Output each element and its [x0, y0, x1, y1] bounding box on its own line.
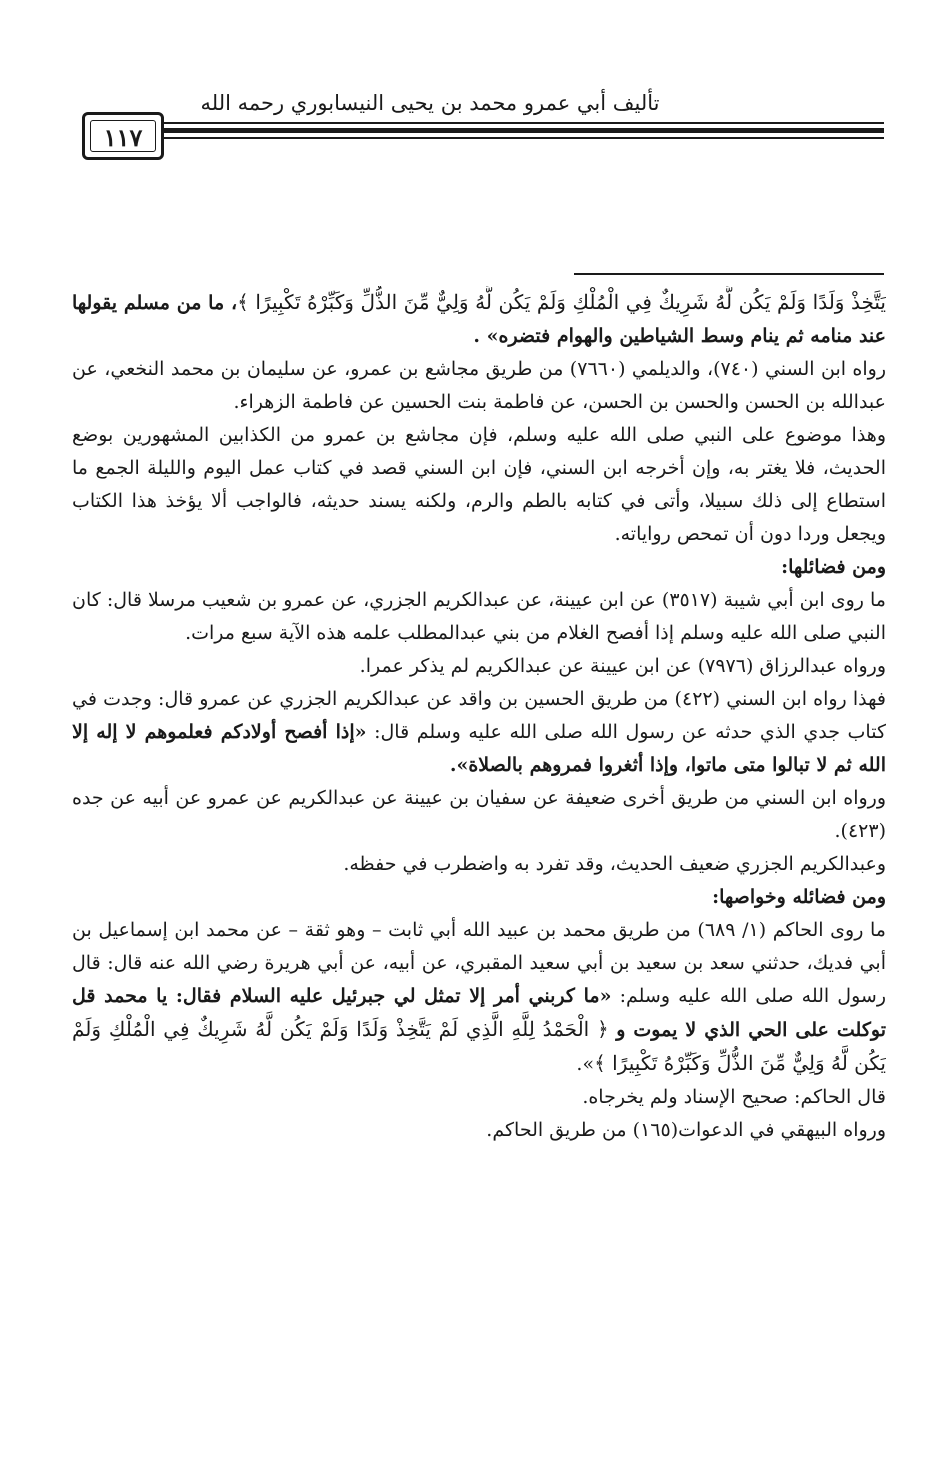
paragraph-5: ورواه عبدالرزاق (٧٩٧٦) عن ابن عيينة عن عبدالكريم لم يذكر عمرا. [359, 655, 886, 677]
paragraph-9 [72, 914, 886, 1081]
paragraph-6 [72, 683, 886, 782]
hadith-end: ». [576, 1053, 595, 1075]
main-text [72, 286, 886, 1446]
paragraph-1 [72, 286, 886, 353]
page-number-box [82, 112, 164, 160]
header-rule-bottom [162, 137, 884, 139]
paragraph-11: ورواه البيهقي في الدعوات(١٦٥) من طريق الحاكم. [486, 1119, 886, 1141]
paragraph-6-text: فهذا رواه ابن السني (٤٢٢) من طريق الحسين بن واقد عن عبدالكريم الجزري عن عمرو قال: وجدت في كتاب جدي الذي حدثه عن رسول الله صلى الله عليه وسلم قال: [72, 688, 886, 743]
paragraph-2: رواه ابن السني (٧٤٠)، والديلمي (٧٦٦٠) من طريق مجاشع بن عمرو، عن سليمان بن محمد النخعي، عن عبدالله بن الحسن والحسن بن الحسن، عن فاطمة بنت الحسين عن فاطمة الزهراء. [72, 358, 886, 413]
paragraph-4: ما روى ابن أبي شيبة (٣٥١٧) عن ابن عيينة، عن عبدالكريم الجزري، عن عمرو بن شعيب مرسلا قال: كان النبي صلى الله عليه وسلم إذا أفصح الغلام من بني عبدالمطلب علمه هذه الآية سبع مرات. [72, 589, 886, 644]
paragraph-9-text: ما روى الحاكم (١/ ٦٨٩) من طريق محمد بن عبيد الله أبي ثابت – وهو ثقة – عن محمد ابن إسماعيل بن أبي فديك، حدثني سعد بن سعيد بن أبي سعيد المقبري، عن أبيه، عن أبي هريرة رضي الله عنه قال: قال رسول الله صلى الله عليه وسلم: [72, 919, 886, 1007]
hadith-text-1: ، ما من مسلم يقولها عند منامه ثم ينام وسط الشياطين والهوام فتضره» . [72, 292, 886, 347]
paragraph-7: ورواه ابن السني من طريق أخرى ضعيفة عن سفيان بن عيينة عن عبدالكريم عن عمرو عن أبيه عن جده (٤٢٣). [72, 787, 886, 842]
running-header-title: تأليف أبي عمرو محمد بن يحيى النيسابوري رحمه الله [200, 91, 660, 115]
hadith-text-2: «إذا أفصح أولادكم فعلموهم لا إله إلا الله ثم لا تبالوا متى ماتوا، وإذا أثغروا فمروهم بالصلاة». [72, 721, 886, 776]
paragraph-3: وهذا موضوع على النبي صلى الله عليه وسلم، فإن مجاشع بن عمرو من الكذابين المشهورين بوضع الحديث، فلا يغتر به، وإن أخرجه ابن السني، فإن ابن السني قصد في كتاب عمل اليوم والليلة الجمع ما استطاع إلى ذلك سبيلا، وأتى في كتابه بالطم والرم، ولكنه يسند حديثه، فالواجب ألا يؤخذ هذا الكتاب ويجعل وردا دون أن تمحص رواياته. [72, 424, 886, 545]
header-rule-top [162, 122, 884, 124]
page-number: ١١٧ [103, 123, 143, 152]
paragraph-10: قال الحاكم: صحيح الإسناد ولم يخرجاه. [582, 1086, 886, 1108]
hadith-text-3: «ما كربني أمر إلا تمثل لي جبرئيل عليه السلام فقال: يا محمد قل توكلت على الحي الذي لا يموت و [72, 985, 886, 1041]
quran-verse-2: ﴿ الْحَمْدُ لِلَّهِ الَّذِي لَمْ يَتَّخِذْ وَلَدًا وَلَمْ يَكُن لَّهُ شَرِيكٌ فِي الْمُلْكِ وَلَمْ يَكُن لَّهُ وَلِيٌّ مِّنَ الذُّلِّ وَكَبِّرْهُ تَكْبِيرًا ﴾ [72, 1017, 886, 1075]
header-rule-thick [162, 128, 884, 133]
separator-rule [574, 273, 884, 275]
paragraph-8: وعبدالكريم الجزري ضعيف الحديث، وقد تفرد به واضطرب في حفظه. [343, 853, 886, 875]
quran-verse-1: يَتَّخِذْ وَلَدًا وَلَمْ يَكُن لَّهُ شَرِيكٌ فِي الْمُلْكِ وَلَمْ يَكُن لَّهُ وَلِيٌّ مِّنَ الذُّلِّ وَكَبِّرْهُ تَكْبِيرًا ﴾ [237, 290, 886, 314]
section-heading-2: ومن فضائله وخواصها: [712, 886, 886, 908]
section-heading-1: ومن فضائلها: [781, 556, 886, 578]
